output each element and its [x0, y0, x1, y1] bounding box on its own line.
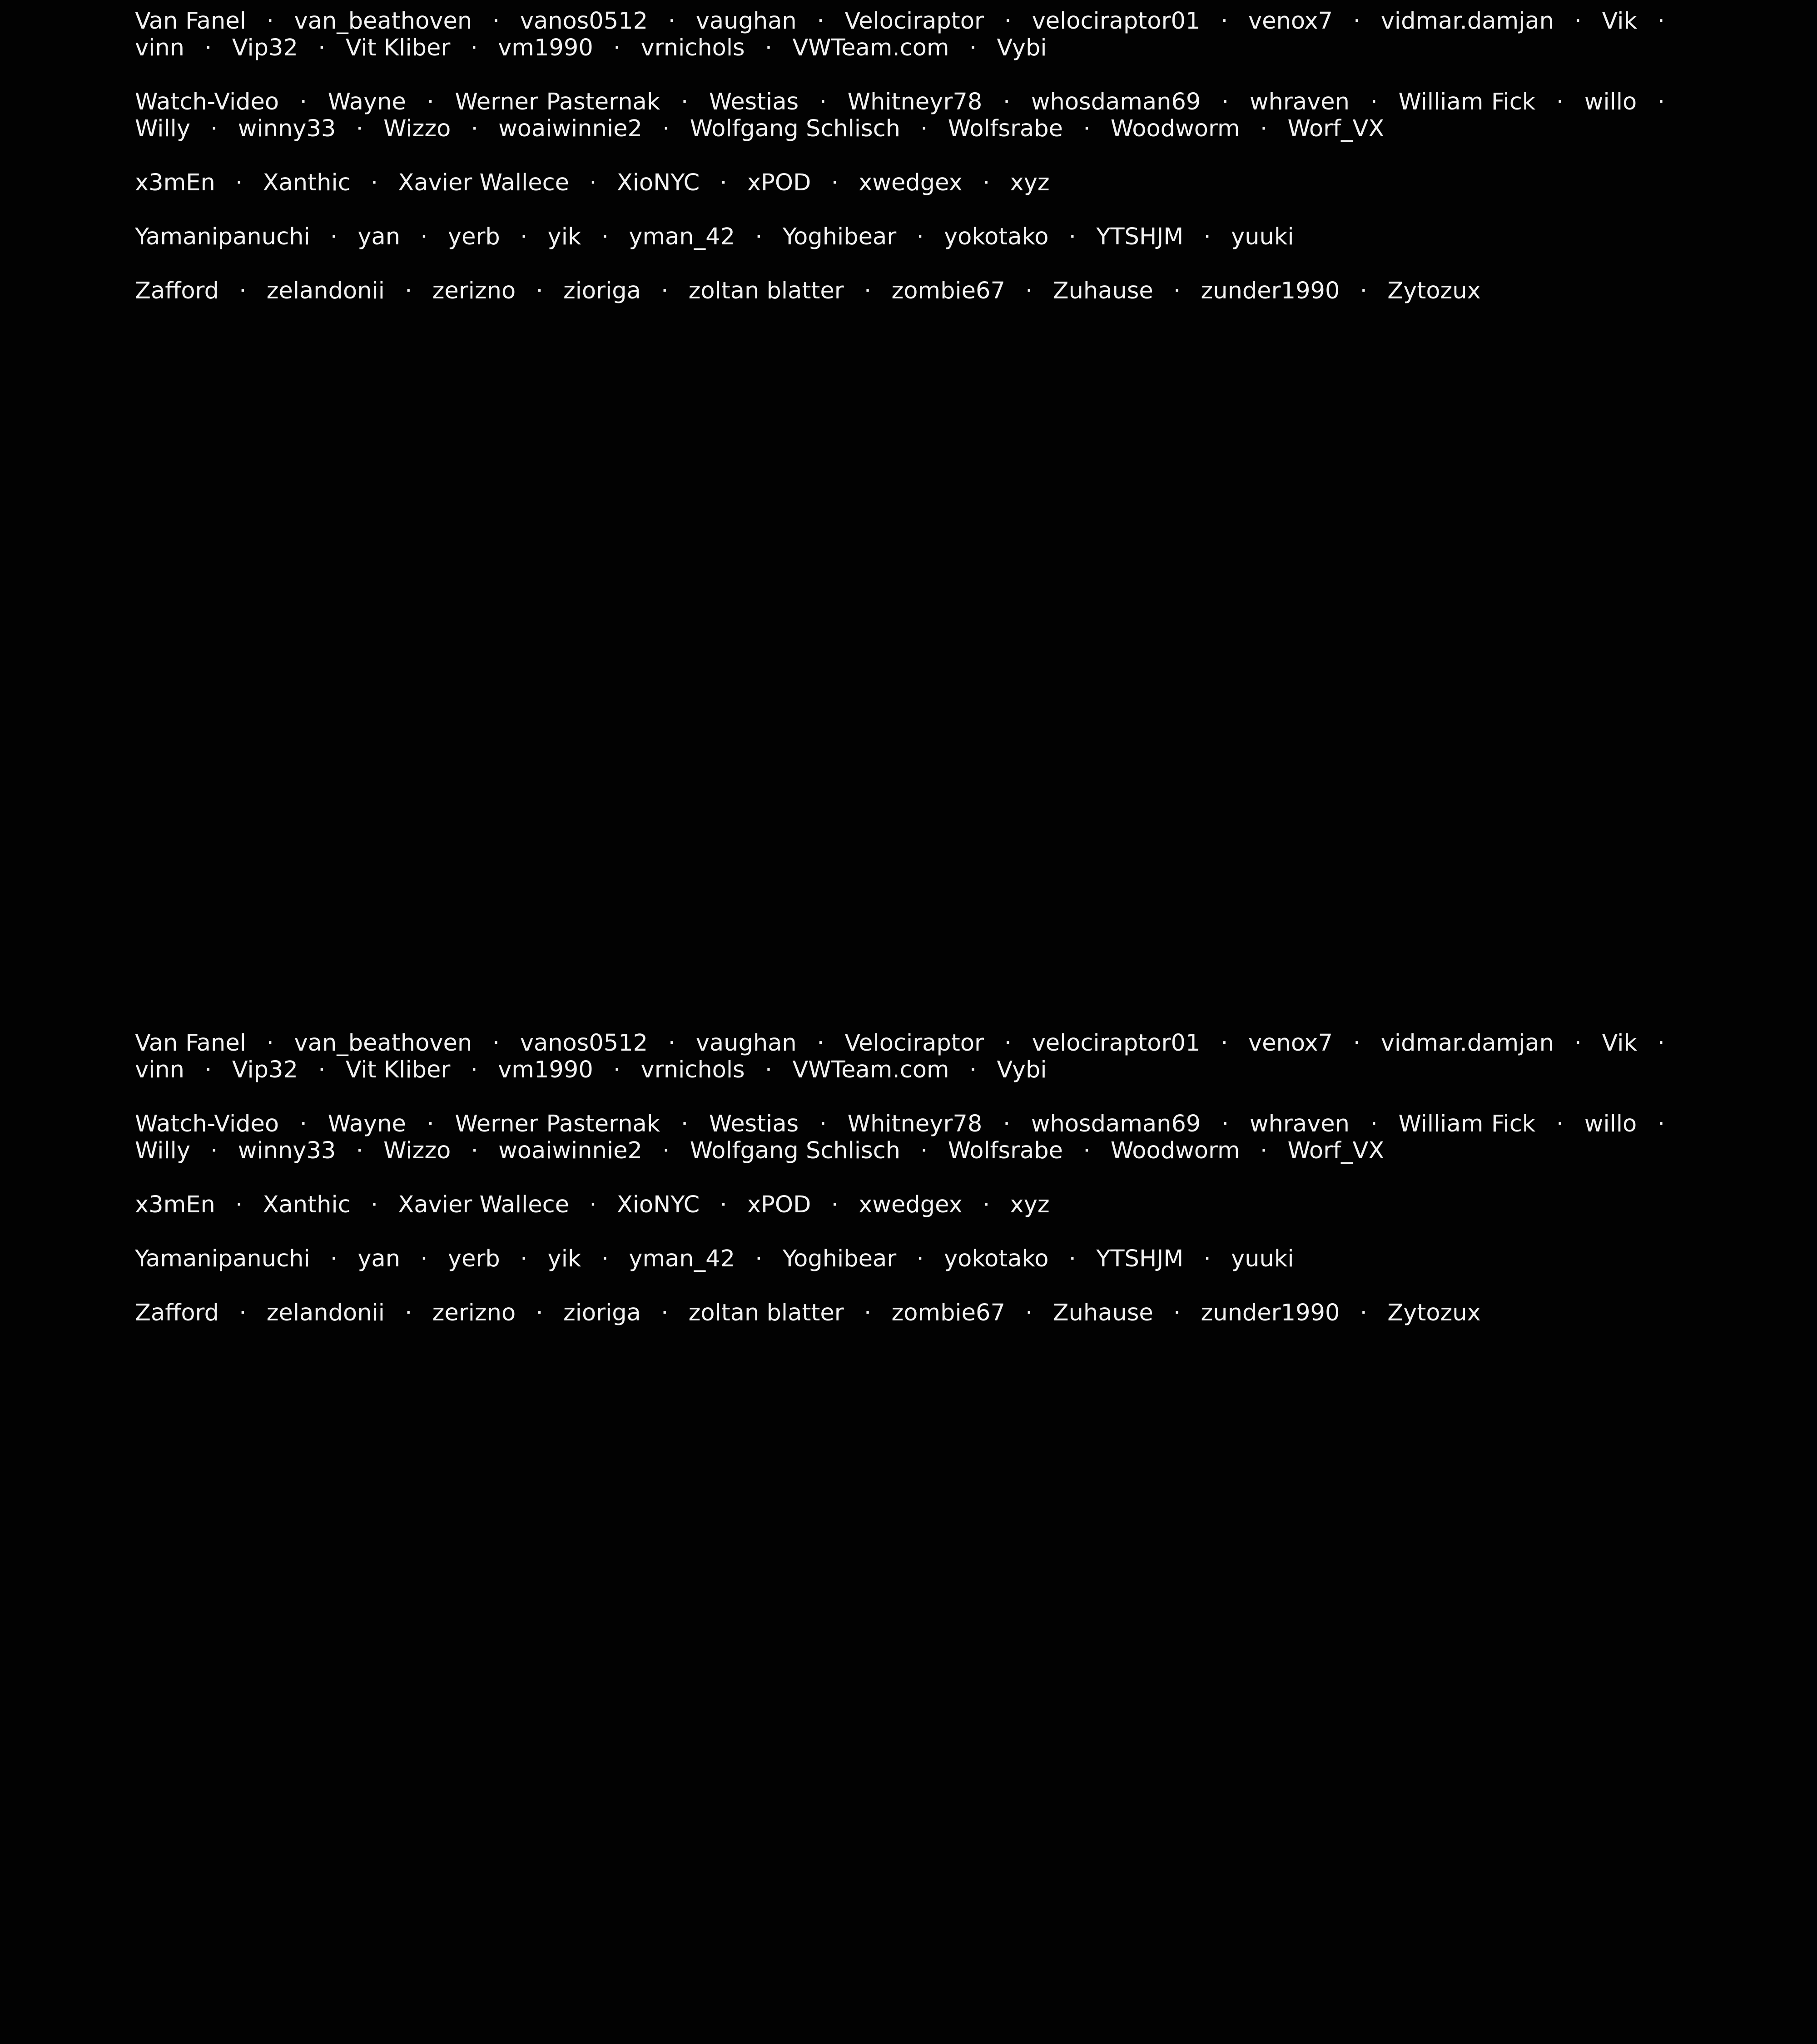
separator-dot: ·	[471, 115, 478, 142]
credit-name: Vik	[1602, 8, 1638, 35]
credit-name: Watch-Video	[135, 1111, 279, 1137]
separator-dot: ·	[916, 223, 924, 250]
credit-name: vrnichols	[640, 35, 745, 61]
separator-dot: ·	[1574, 1030, 1582, 1057]
separator-dot: ·	[720, 1191, 727, 1218]
separator-dot: ·	[420, 1245, 428, 1272]
credit-name: willo	[1584, 89, 1637, 115]
separator-dot: ·	[589, 1191, 597, 1218]
separator-dot: ·	[1370, 89, 1378, 115]
credit-name: zombie67	[891, 278, 1005, 304]
credit-name: yik	[547, 223, 581, 250]
separator-dot: ·	[613, 35, 621, 61]
separator-dot: ·	[661, 1300, 669, 1326]
separator-dot: ·	[1173, 1300, 1181, 1326]
separator-dot: ·	[1360, 278, 1367, 304]
credit-name: zerizno	[432, 1300, 516, 1326]
credit-name: Yoghibear	[782, 223, 897, 250]
separator-dot: ·	[471, 1137, 478, 1164]
separator-dot: ·	[1353, 1030, 1361, 1057]
credit-name: whosdaman69	[1031, 1111, 1201, 1137]
separator-dot: ·	[235, 169, 243, 196]
credit-name: vanos0512	[520, 1030, 648, 1057]
credit-name: Whitneyr78	[847, 1111, 983, 1137]
separator-dot: ·	[470, 35, 478, 61]
separator-dot: ·	[330, 1245, 338, 1272]
credit-name: Wayne	[328, 1111, 406, 1137]
separator-dot: ·	[1556, 1111, 1564, 1137]
credit-name: XioNYC	[616, 1191, 700, 1218]
credit-name: Vybi	[997, 1057, 1047, 1083]
credit-name: xPOD	[747, 1191, 811, 1218]
separator-dot: ·	[661, 278, 669, 304]
credits-group-x	[135, 1191, 1678, 1218]
credits-group-v	[135, 1030, 1678, 1083]
credit-name: Zuhause	[1052, 278, 1153, 304]
credit-name: yik	[547, 1245, 581, 1272]
credit-name: Yamanipanuchi	[135, 223, 310, 250]
separator-dot: ·	[427, 89, 434, 115]
separator-dot: ·	[589, 169, 597, 196]
separator-dot: ·	[969, 1057, 977, 1083]
credit-name: woaiwinnie2	[498, 1137, 642, 1164]
credit-name: zioriga	[563, 278, 641, 304]
separator-dot: ·	[1083, 115, 1091, 142]
credit-name: Westias	[709, 89, 799, 115]
credit-name: vidmar.damjan	[1380, 8, 1554, 35]
separator-dot: ·	[318, 1057, 326, 1083]
credit-name: zunder1990	[1201, 278, 1340, 304]
separator-dot: ·	[668, 1030, 676, 1057]
separator-dot: ·	[819, 1111, 827, 1137]
separator-dot: ·	[266, 8, 274, 35]
separator-dot: ·	[765, 1057, 773, 1083]
separator-dot: ·	[601, 1245, 609, 1272]
credit-name: van_beathoven	[294, 1030, 472, 1057]
credit-name: vm1990	[498, 35, 593, 61]
credits-group-w	[135, 1111, 1678, 1164]
separator-dot: ·	[916, 1245, 924, 1272]
credit-name: William Fick	[1398, 89, 1536, 115]
separator-dot: ·	[299, 1111, 307, 1137]
credit-name: zoltan blatter	[688, 1300, 844, 1326]
credit-name: xPOD	[747, 169, 811, 196]
separator-dot: ·	[299, 89, 307, 115]
separator-dot: ·	[1173, 278, 1181, 304]
separator-dot: ·	[1353, 8, 1361, 35]
credit-name: zioriga	[563, 1300, 641, 1326]
separator-dot: ·	[817, 8, 824, 35]
separator-dot: ·	[210, 1137, 218, 1164]
credit-name: XioNYC	[616, 169, 700, 196]
credit-name: zoltan blatter	[688, 278, 844, 304]
credit-name: Willy	[135, 115, 190, 142]
credit-name: Van Fanel	[135, 1030, 246, 1057]
separator-dot: ·	[1574, 8, 1582, 35]
credits-group-v	[135, 8, 1678, 61]
credit-name: zunder1990	[1201, 1300, 1340, 1326]
credit-name: vinn	[135, 35, 184, 61]
credit-name: whraven	[1249, 89, 1350, 115]
credit-name: Worf_VX	[1287, 1137, 1385, 1164]
separator-dot: ·	[983, 169, 990, 196]
credit-name: yuuki	[1231, 223, 1294, 250]
credit-name: vaughan	[695, 1030, 797, 1057]
credit-name: Willy	[135, 1137, 190, 1164]
separator-dot: ·	[680, 89, 689, 115]
credit-name: velociraptor01	[1032, 1030, 1201, 1057]
separator-dot: ·	[1221, 8, 1228, 35]
credit-name: YTSHJM	[1096, 223, 1184, 250]
separator-dot: ·	[1083, 1137, 1091, 1164]
credit-name: Xavier Wallece	[398, 169, 570, 196]
separator-dot: ·	[1004, 1030, 1012, 1057]
separator-dot: ·	[668, 8, 676, 35]
credit-name: willo	[1584, 1111, 1637, 1137]
credit-name: Vybi	[997, 35, 1047, 61]
separator-dot: ·	[1025, 278, 1033, 304]
separator-dot: ·	[405, 1300, 412, 1326]
credit-name: YTSHJM	[1096, 1245, 1184, 1272]
separator-dot: ·	[239, 278, 247, 304]
credit-name: venox7	[1248, 1030, 1333, 1057]
separator-dot: ·	[1221, 1030, 1228, 1057]
credit-name: vanos0512	[520, 8, 648, 35]
separator-dot: ·	[536, 1300, 543, 1326]
separator-dot: ·	[492, 1030, 500, 1057]
separator-dot: ·	[755, 1245, 763, 1272]
credit-name: yuuki	[1231, 1245, 1294, 1272]
credit-name: Wolfgang Schlisch	[690, 1137, 900, 1164]
credit-name: William Fick	[1398, 1111, 1536, 1137]
separator-dot: ·	[405, 278, 412, 304]
credit-name: vrnichols	[640, 1057, 745, 1083]
credit-name: velociraptor01	[1032, 8, 1201, 35]
credit-name: van_beathoven	[294, 8, 472, 35]
separator-dot: ·	[720, 169, 727, 196]
separator-dot: ·	[1657, 89, 1665, 115]
credit-name: whosdaman69	[1031, 89, 1201, 115]
credit-name: Xavier Wallece	[398, 1191, 570, 1218]
credit-name: Zytozux	[1387, 278, 1481, 304]
separator-dot: ·	[680, 1111, 689, 1137]
separator-dot: ·	[239, 1300, 247, 1326]
credit-name: Woodworm	[1110, 115, 1240, 142]
separator-dot: ·	[1203, 223, 1211, 250]
credit-name: Vit Kliber	[345, 1057, 451, 1083]
credit-name: Wizzo	[383, 1137, 451, 1164]
credit-name: Zuhause	[1052, 1300, 1153, 1326]
credits-group-z	[135, 1300, 1678, 1326]
credit-name: whraven	[1249, 1111, 1350, 1137]
separator-dot: ·	[1003, 1111, 1011, 1137]
separator-dot: ·	[370, 1191, 378, 1218]
separator-dot: ·	[210, 115, 218, 142]
credit-name: Wizzo	[383, 115, 451, 142]
credit-name: xwedgex	[859, 169, 963, 196]
separator-dot: ·	[370, 169, 378, 196]
separator-dot: ·	[1068, 1245, 1076, 1272]
separator-dot: ·	[520, 223, 528, 250]
separator-dot: ·	[1360, 1300, 1367, 1326]
credit-name: zombie67	[891, 1300, 1005, 1326]
credits-list-lower	[135, 1030, 1678, 1326]
credit-name: xyz	[1010, 1191, 1050, 1218]
credit-name: Zafford	[135, 1300, 219, 1326]
separator-dot: ·	[613, 1057, 621, 1083]
separator-dot: ·	[1203, 1245, 1211, 1272]
credit-name: Yamanipanuchi	[135, 1245, 310, 1272]
credits-group-y	[135, 223, 1678, 250]
credit-name: Vik	[1602, 1030, 1638, 1057]
credit-name: Worf_VX	[1287, 115, 1385, 142]
separator-dot: ·	[1221, 1111, 1229, 1137]
credit-name: Vip32	[232, 1057, 298, 1083]
separator-dot: ·	[831, 169, 839, 196]
credit-name: Van Fanel	[135, 8, 246, 35]
separator-dot: ·	[356, 115, 363, 142]
separator-dot: ·	[920, 115, 928, 142]
credit-name: yan	[357, 1245, 401, 1272]
separator-dot: ·	[765, 35, 773, 61]
credit-name: winny33	[238, 115, 336, 142]
credit-name: Westias	[709, 1111, 799, 1137]
credit-name: venox7	[1248, 8, 1333, 35]
credit-name: Wolfgang Schlisch	[690, 115, 900, 142]
credits-group-z	[135, 278, 1678, 304]
credit-name: Xanthic	[263, 169, 351, 196]
separator-dot: ·	[536, 278, 543, 304]
credit-name: Zytozux	[1387, 1300, 1481, 1326]
credit-name: Werner Pasternak	[455, 89, 660, 115]
credit-name: yokotako	[943, 223, 1049, 250]
separator-dot: ·	[520, 1245, 528, 1272]
credit-name: xyz	[1010, 169, 1050, 196]
credit-name: Vip32	[232, 35, 298, 61]
separator-dot: ·	[920, 1137, 928, 1164]
credit-name: VWTeam.com	[792, 35, 949, 61]
separator-dot: ·	[1260, 115, 1268, 142]
separator-dot: ·	[817, 1030, 824, 1057]
credit-name: zerizno	[432, 278, 516, 304]
separator-dot: ·	[1025, 1300, 1033, 1326]
separator-dot: ·	[1004, 8, 1012, 35]
separator-dot: ·	[492, 8, 500, 35]
credit-name: Whitneyr78	[847, 89, 983, 115]
credit-name: vidmar.damjan	[1380, 1030, 1554, 1057]
separator-dot: ·	[819, 89, 827, 115]
credit-name: woaiwinnie2	[498, 115, 642, 142]
separator-dot: ·	[662, 1137, 670, 1164]
separator-dot: ·	[204, 35, 212, 61]
credit-name: yman_42	[629, 223, 735, 250]
credit-name: Werner Pasternak	[455, 1111, 660, 1137]
credits-group-y	[135, 1245, 1678, 1272]
separator-dot: ·	[420, 223, 428, 250]
credit-name: yman_42	[629, 1245, 735, 1272]
credit-name: zelandonii	[266, 278, 385, 304]
separator-dot: ·	[1657, 1030, 1665, 1057]
separator-dot: ·	[330, 223, 338, 250]
credit-name: vinn	[135, 1057, 184, 1083]
separator-dot: ·	[969, 35, 977, 61]
separator-dot: ·	[1068, 223, 1076, 250]
separator-dot: ·	[1260, 1137, 1268, 1164]
credit-name: yerb	[447, 223, 500, 250]
separator-dot: ·	[356, 1137, 363, 1164]
separator-dot: ·	[601, 223, 609, 250]
credit-name: yan	[357, 223, 401, 250]
credit-name: Xanthic	[263, 1191, 351, 1218]
separator-dot: ·	[266, 1030, 274, 1057]
separator-dot: ·	[1556, 89, 1564, 115]
separator-dot: ·	[983, 1191, 990, 1218]
separator-dot: ·	[831, 1191, 839, 1218]
separator-dot: ·	[662, 115, 670, 142]
credit-name: Velociraptor	[844, 1030, 984, 1057]
credit-name: Wolfsrabe	[948, 115, 1063, 142]
credit-name: Wolfsrabe	[948, 1137, 1063, 1164]
separator-dot: ·	[1003, 89, 1011, 115]
separator-dot: ·	[1657, 8, 1665, 35]
credit-name: zelandonii	[266, 1300, 385, 1326]
credits-group-x	[135, 169, 1678, 196]
credit-name: Wayne	[328, 89, 406, 115]
separator-dot: ·	[1370, 1111, 1378, 1137]
credits-group-w	[135, 89, 1678, 142]
credits-list-upper	[135, 8, 1678, 304]
credit-name: vaughan	[695, 8, 797, 35]
credit-name: xwedgex	[859, 1191, 963, 1218]
separator-dot: ·	[755, 223, 763, 250]
credit-name: x3mEn	[135, 1191, 215, 1218]
separator-dot: ·	[318, 35, 326, 61]
credit-name: yerb	[447, 1245, 500, 1272]
credit-name: VWTeam.com	[792, 1057, 949, 1083]
separator-dot: ·	[1657, 1111, 1665, 1137]
credit-name: winny33	[238, 1137, 336, 1164]
credit-name: Yoghibear	[782, 1245, 897, 1272]
separator-dot: ·	[427, 1111, 434, 1137]
separator-dot: ·	[470, 1057, 478, 1083]
credit-name: Woodworm	[1110, 1137, 1240, 1164]
credit-name: Vit Kliber	[345, 35, 451, 61]
separator-dot: ·	[235, 1191, 243, 1218]
credit-name: vm1990	[498, 1057, 593, 1083]
credit-name: yokotako	[943, 1245, 1049, 1272]
credit-name: Velociraptor	[844, 8, 984, 35]
separator-dot: ·	[864, 1300, 872, 1326]
separator-dot: ·	[204, 1057, 212, 1083]
credit-name: Watch-Video	[135, 89, 279, 115]
separator-dot: ·	[1221, 89, 1229, 115]
separator-dot: ·	[864, 278, 872, 304]
credit-name: x3mEn	[135, 169, 215, 196]
credit-name: Zafford	[135, 278, 219, 304]
